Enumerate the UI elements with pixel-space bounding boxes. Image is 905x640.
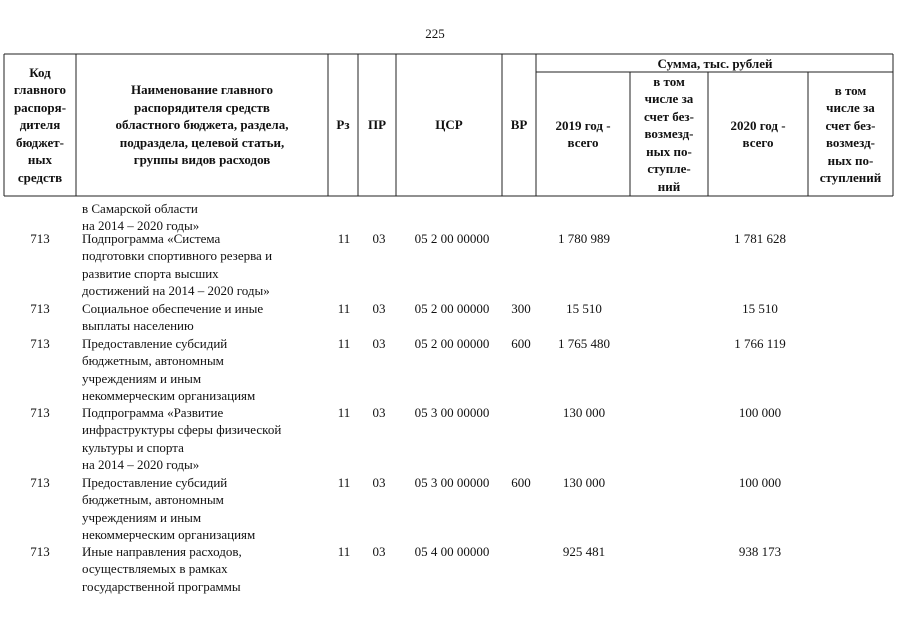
row-name: Иные направления расходов, осуществляемых в рамках государственной программы bbox=[82, 544, 242, 594]
header-2020-free: в том числе за счет без- возмезд- ных по- ступлений bbox=[819, 82, 882, 185]
row-code: 713 bbox=[30, 301, 50, 316]
row-name: в Самарской области на 2014 – 2020 годы» bbox=[82, 201, 200, 234]
row-rz: 11 bbox=[337, 301, 351, 316]
row-2020-total: 1 766 119 bbox=[734, 336, 786, 351]
row-rz: 11 bbox=[337, 405, 351, 420]
header-vr: ВР bbox=[510, 117, 528, 133]
row-vr: 600 bbox=[511, 475, 531, 490]
row-pr: 03 bbox=[372, 301, 386, 316]
row-name: Подпрограмма «Система подготовки спортивного резерва и развитие спорта высших достижений на 2014 – 2020 годы» bbox=[82, 231, 273, 299]
row-pr: 03 bbox=[372, 336, 386, 351]
row-csr: 05 2 00 00000 bbox=[414, 231, 490, 246]
row-code: 713 bbox=[30, 544, 50, 559]
header-code: Код главного распоря- дителя бюджет- ных средств bbox=[13, 64, 67, 185]
row-2019-total: 925 481 bbox=[562, 544, 606, 559]
row-code: 713 bbox=[30, 336, 50, 351]
row-pr: 03 bbox=[372, 405, 386, 420]
header-rz: Рз bbox=[336, 117, 350, 133]
row-rz: 11 bbox=[337, 544, 351, 559]
header-2020-total: 2020 год - всего bbox=[730, 117, 786, 150]
row-pr: 03 bbox=[372, 475, 386, 490]
row-2019-total: 1 765 480 bbox=[558, 336, 610, 351]
row-pr: 03 bbox=[372, 231, 386, 246]
row-2019-total: 130 000 bbox=[562, 405, 606, 420]
row-2020-total: 938 173 bbox=[738, 544, 782, 559]
row-code: 713 bbox=[30, 405, 50, 420]
row-csr: 05 3 00 00000 bbox=[414, 475, 490, 490]
header-csr: ЦСР bbox=[435, 117, 463, 133]
header-sum-title: Сумма, тыс. рублей bbox=[657, 56, 773, 71]
page-number: 225 bbox=[425, 26, 445, 41]
header-name: Наименование главного распорядителя средств областного бюджета, раздела, подраздела, целевой статьи, группы видов расходов bbox=[115, 82, 289, 168]
row-vr: 600 bbox=[511, 336, 531, 351]
row-csr: 05 2 00 00000 bbox=[414, 301, 490, 316]
row-2019-total: 15 510 bbox=[566, 301, 602, 316]
header-2019-total: 2019 год - всего bbox=[555, 117, 611, 150]
row-name: Социальное обеспечение и иные выплаты населению bbox=[82, 301, 264, 334]
row-name: Подпрограмма «Развитие инфраструктуры сферы физической культуры и спорта на 2014 – 2020 годы» bbox=[82, 405, 282, 473]
row-name: Предоставление субсидий бюджетным, автономным учреждениям и иным некоммерческим организациям bbox=[82, 336, 256, 404]
header-2019-free: в том числе за счет без- возмезд- ных по- ступле- ний bbox=[644, 73, 694, 194]
row-name: Предоставление субсидий бюджетным, автономным учреждениям и иным некоммерческим организациям bbox=[82, 475, 256, 543]
row-rz: 11 bbox=[337, 475, 351, 490]
row-vr: 300 bbox=[511, 301, 531, 316]
row-csr: 05 4 00 00000 bbox=[414, 544, 490, 559]
row-2019-total: 1 780 989 bbox=[558, 231, 610, 246]
row-code: 713 bbox=[30, 231, 50, 246]
row-csr: 05 2 00 00000 bbox=[414, 336, 490, 351]
row-pr: 03 bbox=[372, 544, 386, 559]
row-rz: 11 bbox=[337, 231, 351, 246]
row-2020-total: 1 781 628 bbox=[734, 231, 786, 246]
row-2020-total: 100 000 bbox=[738, 405, 782, 420]
row-2020-total: 100 000 bbox=[738, 475, 782, 490]
row-2019-total: 130 000 bbox=[562, 475, 606, 490]
row-csr: 05 3 00 00000 bbox=[414, 405, 490, 420]
header-pr: ПР bbox=[367, 117, 387, 133]
row-rz: 11 bbox=[337, 336, 351, 351]
row-2020-total: 15 510 bbox=[742, 301, 778, 316]
row-code: 713 bbox=[30, 475, 50, 490]
